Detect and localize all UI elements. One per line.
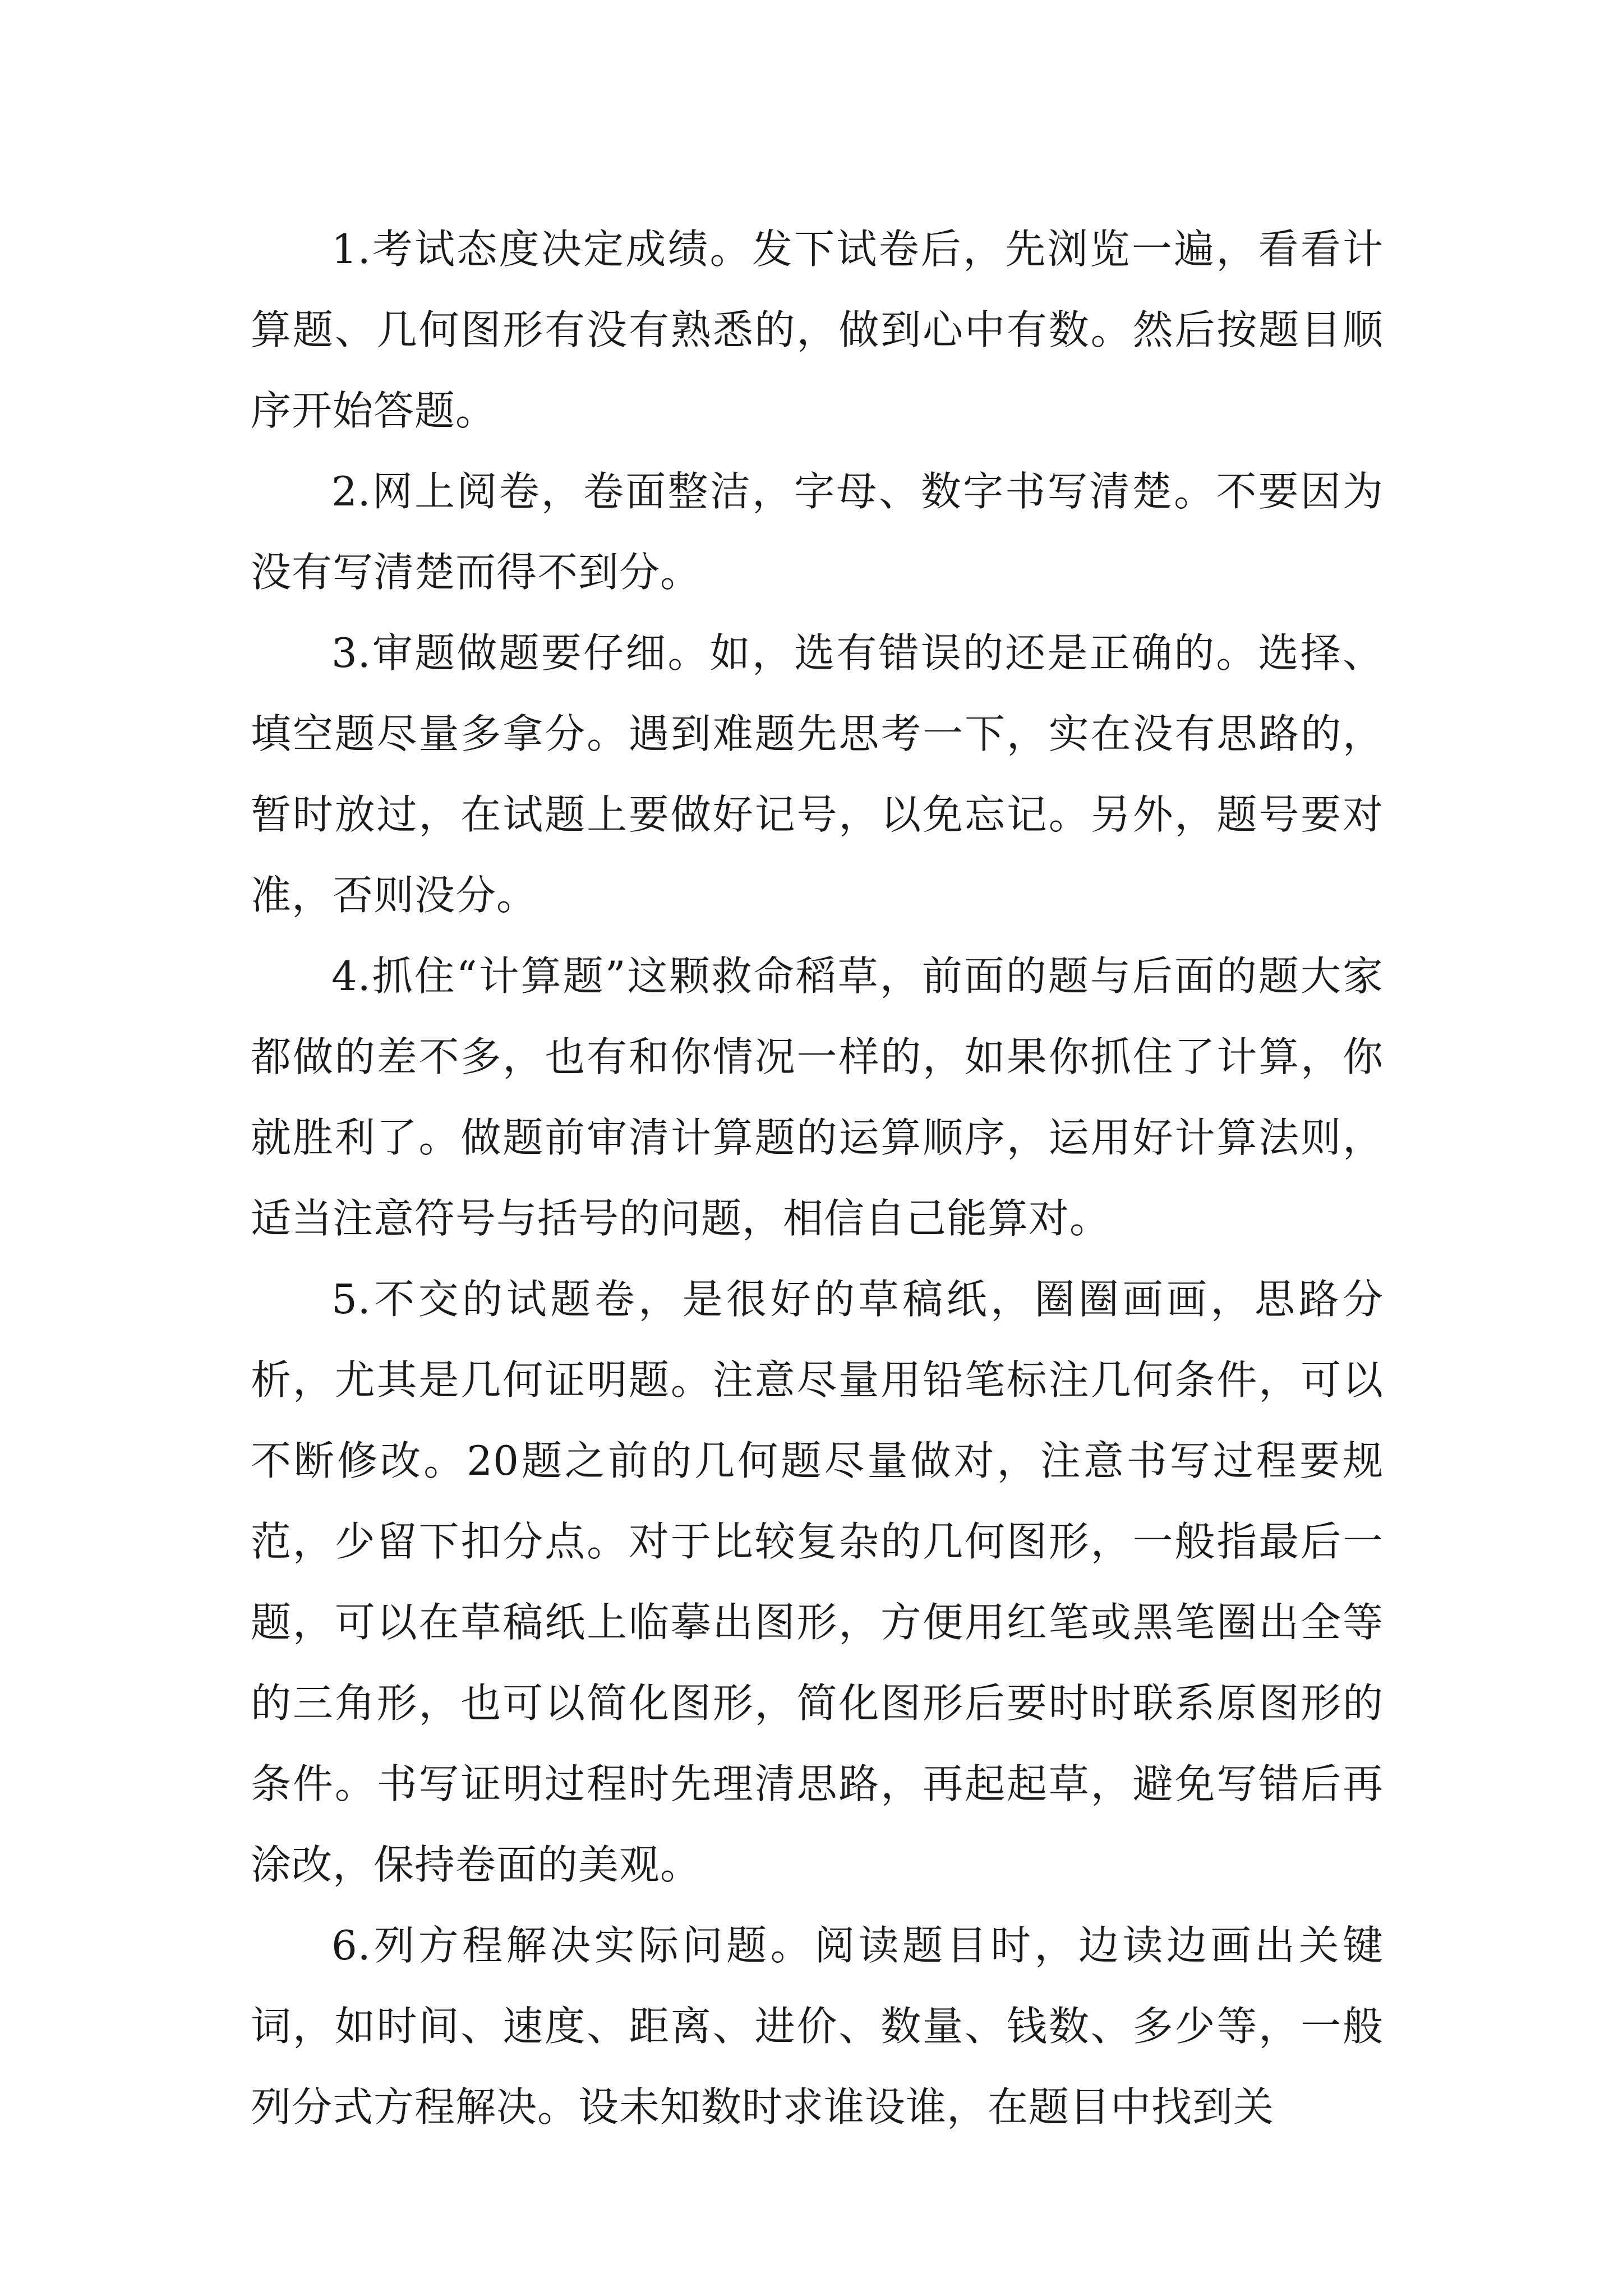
paragraph-4: 4.抓住“计算题”这颗救命稻草，前面的题与后面的题大家都做的差不多，也有和你情况一样的，如果你抓住了计算，你就胜利了。做题前审清计算题的运算顺序，运用好计算法则，适当注意符号与括号的问题，相信自己能算对。 xyxy=(251,953,1384,1242)
paragraph-3: 3.审题做题要仔细。如，选有错误的还是正确的。选择、填空题尽量多拿分。遇到难题先思考一下，实在没有思路的，暂时放过，在试题上要做好记号，以免忘记。另外，题号要对准，否则没分。 xyxy=(251,629,1384,919)
paragraph-2: 2.网上阅卷，卷面整洁，字母、数字书写清楚。不要因为没有写清楚而得不到分。 xyxy=(251,468,1384,596)
paragraph-6: 6.列方程解决实际问题。阅读题目时，边读边画出关键词，如时间、速度、距离、进价、数量、钱数、多少等，一般列分式方程解决。设未知数时求谁设谁，在题目中找到关 xyxy=(251,1922,1384,2131)
paragraph-5: 5.不交的试题卷，是很好的草稿纸，圈圈画画，思路分析，尤其是几何证明题。注意尽量用铅笔标注几何条件，可以不断修改。20题之前的几何题尽量做对，注意书写过程要规范，少留下扣分点。对于比较复杂的几何图形，一般指最后一题，可以在草稿纸上临摹出图形，方便用红笔或黑笔圈出全等的三角形，也可以简化图形，简化图形后要时时联系原图形的条件。书写证明过程时先理清思路，再起起草，避免写错后再涂改，保持卷面的美观。 xyxy=(251,1276,1384,1888)
document-body xyxy=(251,209,1384,2147)
paragraph-1: 1.考试态度决定成绩。发下试卷后，先浏览一遍，看看计算题、几何图形有没有熟悉的，做到心中有数。然后按题目顺序开始答题。 xyxy=(251,226,1384,434)
